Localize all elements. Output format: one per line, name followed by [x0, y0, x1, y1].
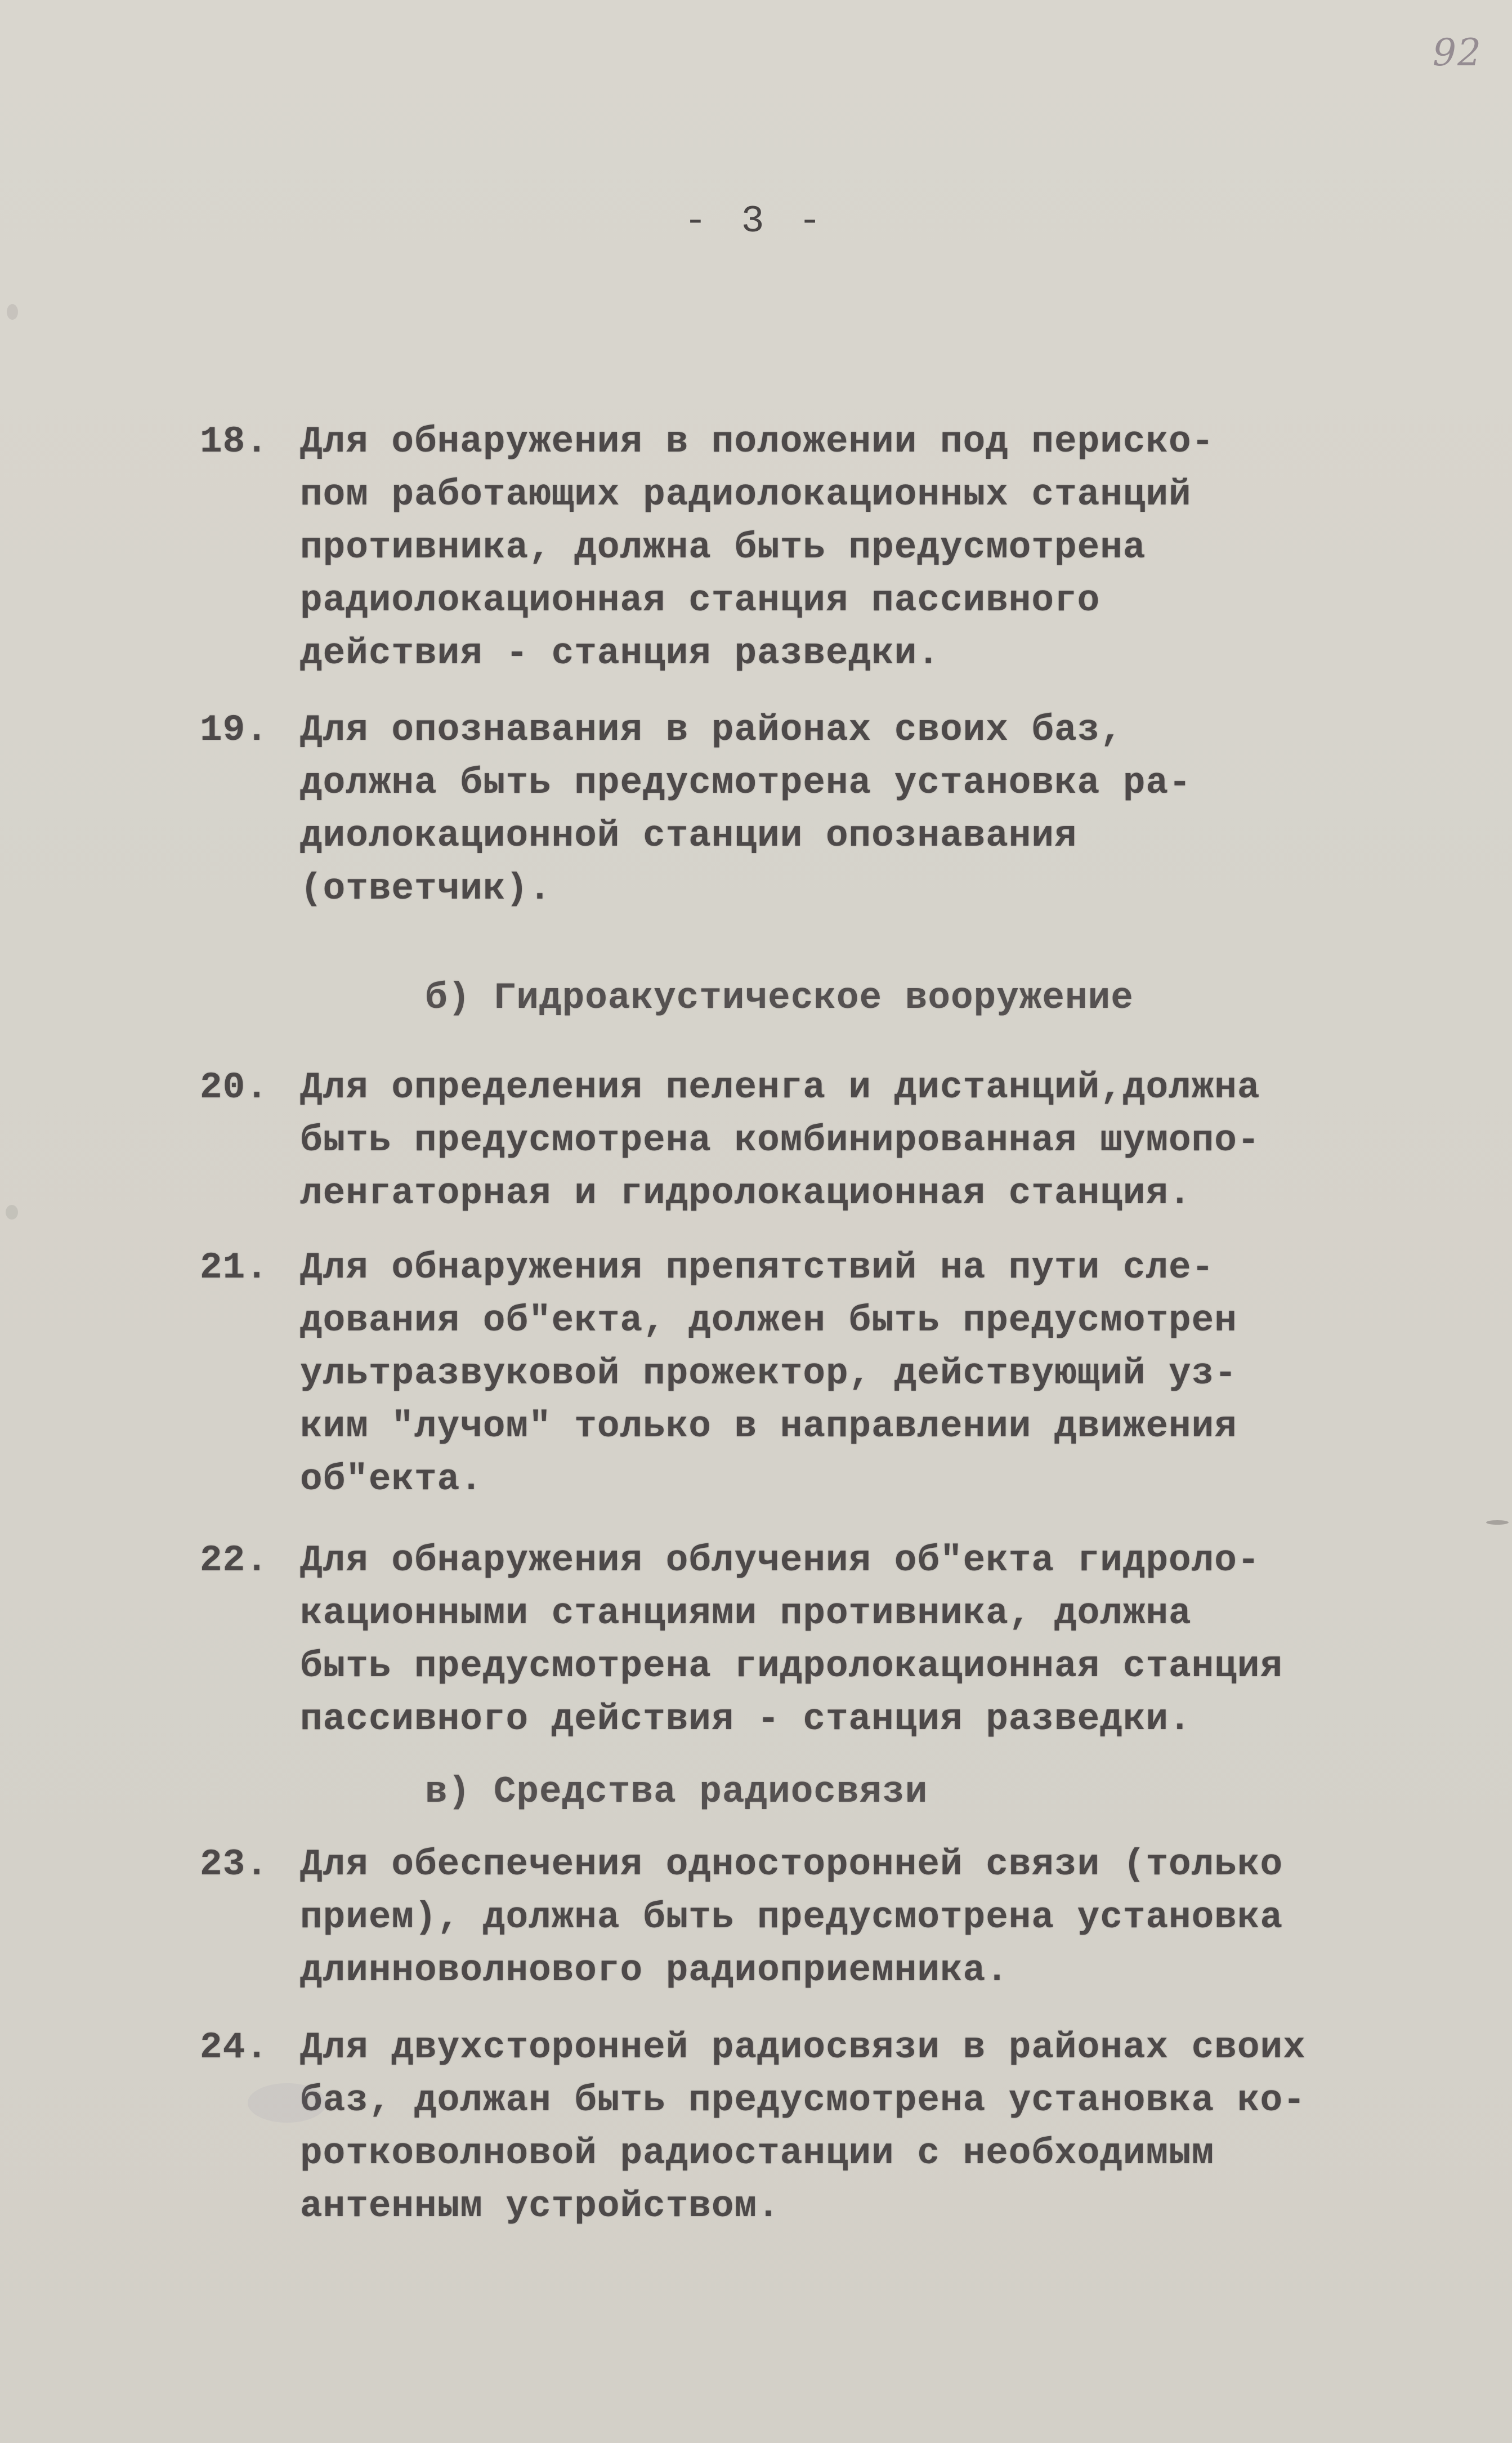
- archive-sheet-number: 92: [1433, 31, 1482, 74]
- item-text: [300, 1241, 1512, 1506]
- item-line: Для определения пеленга и дистанций,должна: [300, 1066, 1260, 1109]
- item-number: 20.: [200, 1066, 269, 1109]
- page-number: - 3 -: [684, 200, 827, 243]
- item-line: ленгаторная и гидролокационная станция.: [300, 1172, 1192, 1214]
- item-line: должна быть предусмотрена установка ра-: [300, 762, 1192, 804]
- item-line: ротковолновой радиостанции с необходимым: [300, 2132, 1215, 2174]
- item-text: [300, 704, 1512, 915]
- item-text: [300, 1534, 1512, 1746]
- section-heading-hydroacoustic: б) Гидроакустическое вооружение: [425, 977, 1134, 1019]
- item-line: пассивного действия - станция разведки.: [300, 1698, 1192, 1740]
- paper-mark: [1486, 1520, 1509, 1525]
- item-line: быть предусмотрена комбинированная шумопо-: [300, 1119, 1260, 1162]
- paper-mark: [7, 304, 18, 320]
- item-line: Для обеспечения односторонней связи (только: [300, 1843, 1283, 1886]
- item-line: длинноволнового радиоприемника.: [300, 1949, 1009, 1991]
- item-line: Для опознавания в районах своих баз,: [300, 709, 1123, 751]
- item-line: действия - станция разведки.: [300, 632, 940, 675]
- item-number: 23.: [200, 1843, 269, 1886]
- item-line: (ответчик).: [300, 868, 552, 910]
- item-line: Для двухсторонней радиосвязи в районах своих: [300, 2026, 1306, 2069]
- item-line: кационными станциями противника, должна: [300, 1592, 1192, 1634]
- item-line: антенным устройством.: [300, 2185, 780, 2227]
- item-number: 19.: [200, 709, 269, 751]
- item-number: 18.: [200, 421, 269, 463]
- item-line: противника, должна быть предусмотрена: [300, 526, 1146, 569]
- item-line: радиолокационная станция пассивного: [300, 579, 1101, 622]
- item-line: пом работающих радиолокационных станций: [300, 474, 1192, 516]
- item-line: дования об"екта, должен быть предусмотрен: [300, 1299, 1237, 1342]
- section-heading-radio: в) Средства радиосвязи: [425, 1771, 928, 1813]
- item-number: 24.: [200, 2026, 269, 2069]
- item-line: об"екта.: [300, 1458, 483, 1500]
- item-line: Для обнаружения облучения об"екта гидроло-: [300, 1539, 1260, 1582]
- item-line: Для обнаружения препятствий на пути сле-: [300, 1247, 1215, 1289]
- item-line: Для обнаружения в положении под периско-: [300, 421, 1215, 463]
- item-line: быть предусмотрена гидролокационная станция: [300, 1645, 1283, 1687]
- item-line: диолокационной станции опознавания: [300, 815, 1077, 857]
- item-line: прием), должна быть предусмотрена установка: [300, 1896, 1283, 1939]
- item-number: 22.: [200, 1539, 269, 1582]
- item-text: [300, 1838, 1512, 1997]
- item-text: [300, 1061, 1512, 1220]
- paper-mark: [248, 2083, 326, 2123]
- item-line: ультразвуковой прожектор, действующий уз-: [300, 1352, 1237, 1395]
- item-text: [300, 416, 1512, 680]
- item-line: ким "лучом" только в направлении движения: [300, 1405, 1237, 1448]
- paper-mark: [6, 1205, 18, 1220]
- item-line: баз, должан быть предусмотрена установка ко-: [300, 2079, 1306, 2122]
- item-text: [300, 2021, 1512, 2233]
- item-number: 21.: [200, 1247, 269, 1289]
